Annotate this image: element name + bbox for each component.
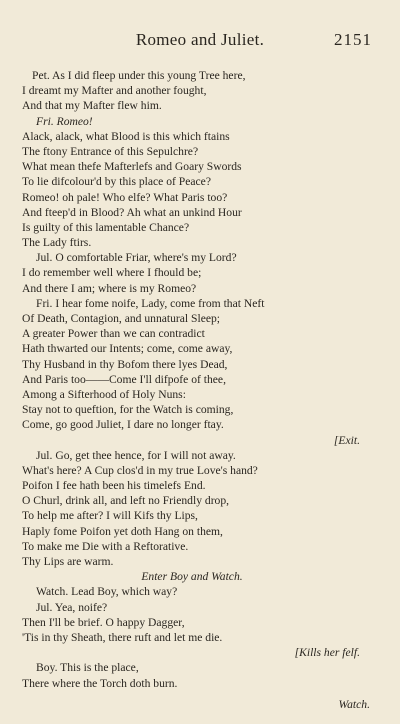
text-line: To make me Die with a Reftorative. bbox=[22, 539, 189, 553]
text-line: Pet. As I did fleep under this young Tree here, bbox=[32, 69, 246, 82]
text-line: Thy Lips are warm. bbox=[22, 555, 114, 568]
text-line: Romeo! oh pale! Who elfe? What Paris too? bbox=[22, 190, 228, 204]
text-line: I dreamt my Mafter and another fought, bbox=[22, 84, 207, 98]
text-line: I do remember well where I fhould be; bbox=[22, 266, 202, 280]
text-line: The ftony Entrance of this Sepulchre? bbox=[22, 144, 199, 158]
text-line: Hath thwarted our Intents; come, come away, bbox=[22, 342, 233, 356]
text-line: And that my Mafter flew him. bbox=[22, 99, 162, 113]
text-line: Poifon I fee hath been his timelefs End. bbox=[22, 479, 206, 493]
text-line: And fteep'd in Blood? Ah what an unkind Hour bbox=[22, 205, 242, 219]
text-line: Haply fome Poifon yet doth Hang on them, bbox=[22, 524, 223, 538]
text-line: Jul. O comfortable Friar, where's my Lord? bbox=[36, 251, 237, 265]
text-line: Alack, alack, what Blood is this which ftains bbox=[22, 129, 230, 143]
text-line: The Lady ftirs. bbox=[22, 236, 92, 250]
text-line: Then I'll be brief. O happy Dagger, bbox=[22, 615, 185, 629]
play-text bbox=[22, 68, 362, 691]
text-line: What mean thefe Mafterlefs and Goary Swords bbox=[22, 160, 242, 174]
text-line: 'Tis in thy Sheath, there ruft and let me die. bbox=[22, 630, 223, 644]
running-title: Romeo and Juliet. bbox=[135, 30, 265, 49]
text-line: Among a Sifterhood of Holy Nuns: bbox=[22, 387, 186, 401]
text-line: And Paris too——Come I'll difpofe of thee, bbox=[22, 372, 226, 386]
text-line: Stay not to queftion, for the Watch is coming, bbox=[22, 403, 234, 417]
text-line: To lie difcolour'd by this place of Peace? bbox=[22, 175, 211, 189]
text-line: A greater Power than we can contradict bbox=[22, 327, 205, 341]
text-line: Jul. Go, get thee hence, for I will not away. bbox=[36, 448, 236, 462]
text-line: To help me after? I will Kifs thy Lips, bbox=[22, 509, 198, 523]
text-line: Thy Husband in thy Bofom there lyes Dead, bbox=[22, 357, 228, 371]
text-line: Watch. Lead Boy, which way? bbox=[36, 585, 178, 599]
text-line: Fri. Romeo! bbox=[36, 114, 93, 128]
text-line: Enter Boy and Watch. bbox=[141, 570, 243, 584]
text-line: Jul. Yea, noife? bbox=[36, 600, 108, 614]
text-line: Of Death, Contagion, and unnatural Sleep; bbox=[22, 312, 221, 325]
text-line: Fri. I hear fome noife, Lady, come from that Neft bbox=[36, 296, 265, 310]
page-header bbox=[0, 30, 400, 52]
text-line: What's here? A Cup clos'd in my true Love's hand? bbox=[22, 463, 258, 477]
text-line: O Churl, drink all, and left no Friendly drop, bbox=[22, 494, 230, 508]
text-line: And there I am; where is my Romeo? bbox=[22, 281, 197, 295]
text-line: [Kills her felf. bbox=[294, 646, 360, 660]
text-line: Come, go good Juliet, I dare no longer ftay. bbox=[22, 418, 224, 432]
text-line: There where the Torch doth burn. bbox=[22, 676, 178, 690]
page-number: 2151 bbox=[334, 30, 372, 49]
text-line: [Exit. bbox=[333, 433, 360, 447]
text-line: Is guilty of this lamentable Chance? bbox=[22, 220, 190, 234]
catchword: Watch. bbox=[338, 698, 370, 711]
text-line: Boy. This is the place, bbox=[36, 661, 139, 675]
